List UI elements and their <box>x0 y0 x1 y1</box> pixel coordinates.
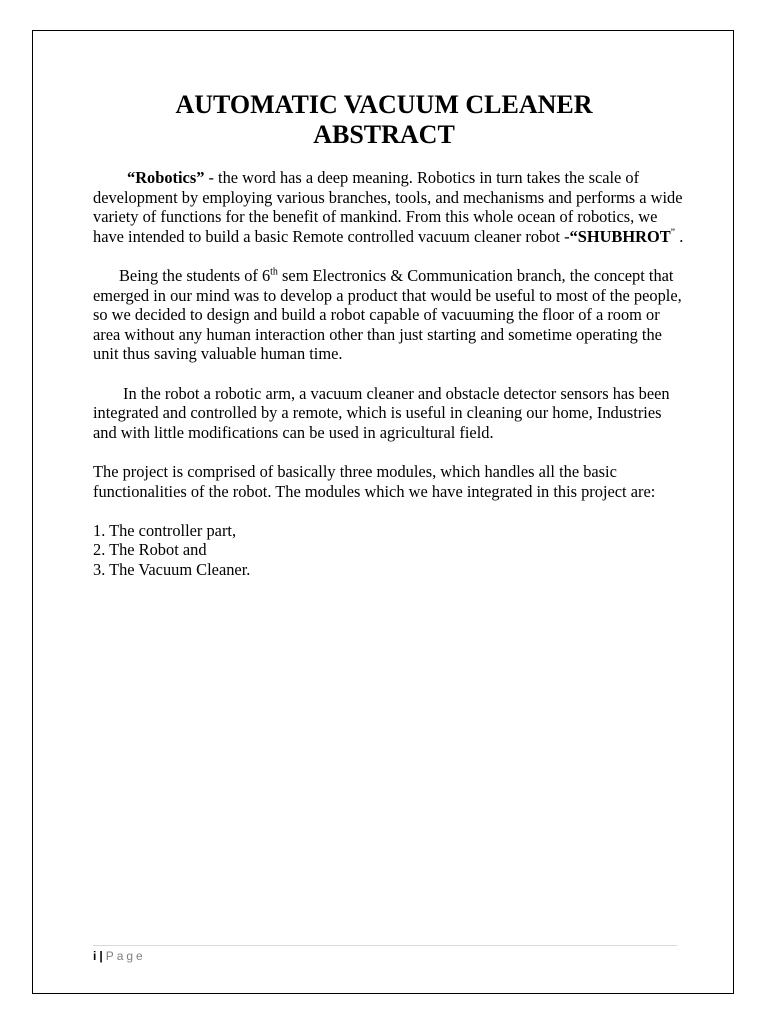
section-heading-abstract: ABSTRACT <box>313 120 455 149</box>
paragraph-robot-arm-text: In the robot a robotic arm, a vacuum cleaner and obstacle detector sensors has been integrated and controlled by a remote, which is useful in cleaning our home, Industries and with little modifications can be used in agricultural field. <box>93 383 670 442</box>
paragraph-robotics-end: . <box>675 226 684 246</box>
paragraph-robot-arm <box>93 384 685 443</box>
robot-name-close-quote: ” <box>670 227 676 239</box>
paragraph-robotics <box>93 168 685 246</box>
footer-divider <box>93 945 677 946</box>
semester-suffix: th <box>270 266 278 278</box>
module-item-3: 3. The Vacuum Cleaner. <box>93 559 251 579</box>
module-item-2: 2. The Robot and <box>93 540 207 560</box>
page-label: Page <box>105 949 146 963</box>
term-robotics: “Robotics” <box>127 168 205 187</box>
paragraph-students-after: sem Electronics & Communication branch, the concept that emerged in our mind was to develop a product that would be useful to most of the people, so we decided to design and build a robot capable of vacuuming the floor of a room or area without any human interaction other than just starting and sometime operating the unit thus saving valuable human time. <box>93 265 682 364</box>
page-footer <box>93 948 146 964</box>
document-title: AUTOMATIC VACUUM CLEANER <box>175 90 593 119</box>
footer-separator: | <box>99 949 103 963</box>
module-item-1: 1. The controller part, <box>93 520 237 540</box>
robot-name: “SHUBHROT <box>569 226 671 246</box>
abstract-body <box>93 168 685 579</box>
page-number: i <box>93 949 97 963</box>
paragraph-robotics-text: - the word has a deep meaning. Robotics in turn takes the scale of development by employing various branches, tools, and mechanisms and performs a wide variety of functions for the benefit of mankind. From this whole ocean of robotics, we have intended to build a basic Remote controlled vacuum cleaner robot - <box>93 168 683 246</box>
paragraph-students <box>93 266 685 364</box>
paragraph-students-before: Being the students of 6 <box>119 265 271 285</box>
paragraph-modules-intro: The project is comprised of basically three modules, which handles all the basic functionalities of the robot. The modules which we have integrated in this project are: <box>93 461 656 501</box>
